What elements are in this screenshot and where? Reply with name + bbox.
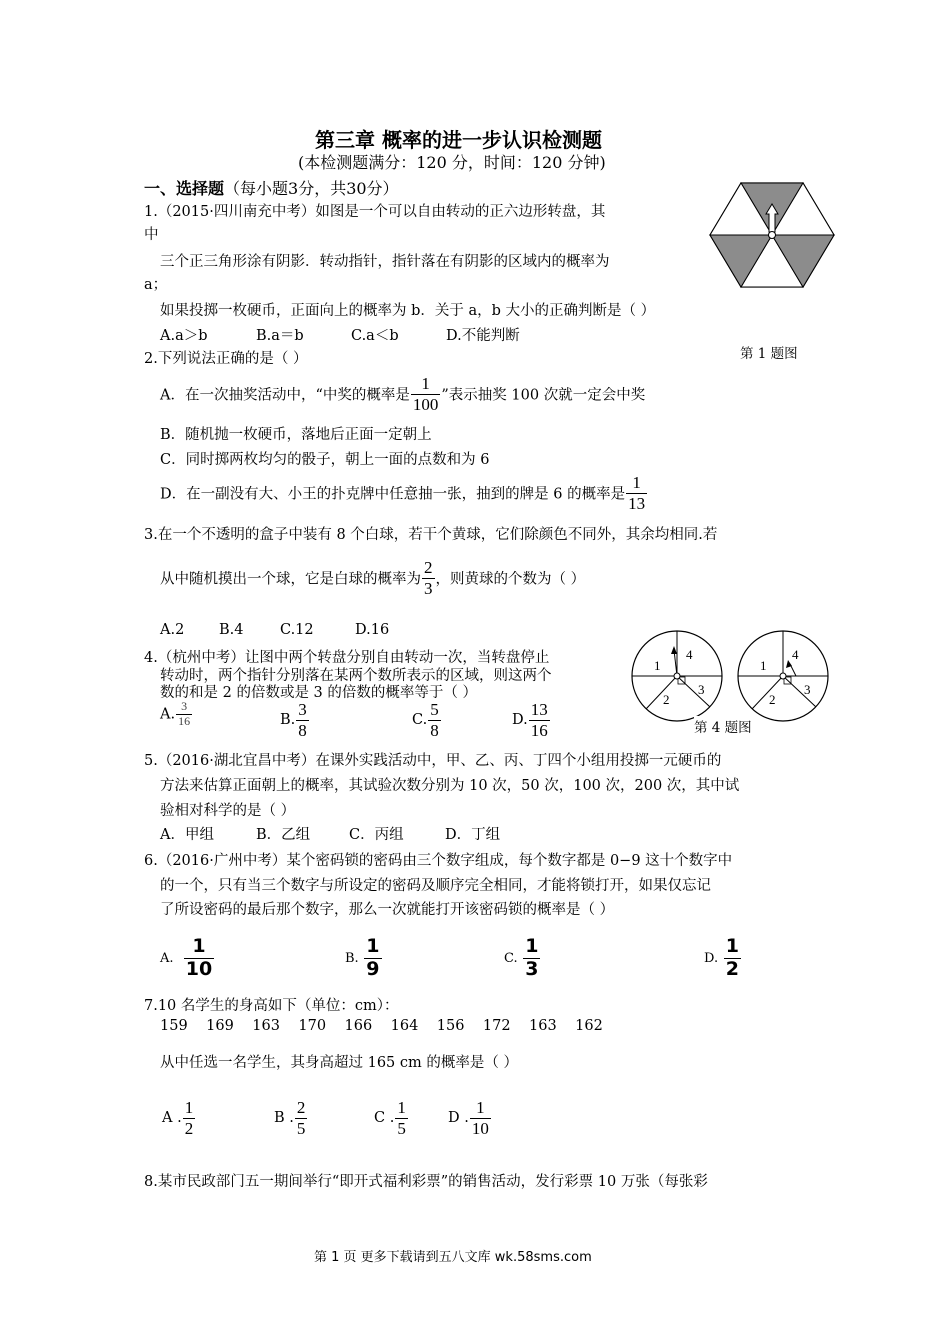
- q4-line2: 转动时，两个指针分别落在某两个数所表示的区域，则这两个: [160, 668, 552, 684]
- q6-c-den: 3: [525, 957, 539, 980]
- height-value: 169: [206, 1018, 234, 1034]
- q6-option-d: [704, 936, 742, 981]
- q7-b-label: B .: [274, 1110, 294, 1127]
- q6-d-fraction: [724, 936, 741, 981]
- q7-a-label: A .: [162, 1110, 182, 1127]
- q6-b-den: 9: [366, 957, 380, 980]
- page-subtitle: (本检测题满分：120 分，时间：120 分钟): [298, 153, 606, 172]
- q2-d-num: 1: [632, 473, 641, 492]
- q3-option-c: C.12: [280, 622, 314, 638]
- q6-line1: 6.（2016·广州中考）某个密码锁的密码由三个数字组成，每个数字都是 0−9 这十个数字中: [144, 853, 733, 869]
- height-value: 163: [529, 1018, 557, 1034]
- q5-line2: 方法来估算正面朝上的概率，其试验次数分别为 10 次，50 次，100 次，200 次，其中试: [160, 778, 740, 794]
- q3-line2-pre: 从中随机摸出一个球，它是白球的概率为: [160, 571, 421, 588]
- q4-line3: 数的和是 2 的倍数或是 3 的倍数的概率等于（ ）: [160, 685, 477, 701]
- q7-option-d: [448, 1098, 492, 1138]
- q1-line1: 1.（2015·四川南充中考）如图是一个可以自由转动的正六边形转盘，其: [144, 204, 606, 220]
- q8-line1: 8.某市民政部门五一期间举行“即开式福利彩票”的销售活动，发行彩票 10 万张（每张彩: [144, 1174, 708, 1190]
- q2-a-num: 1: [421, 374, 430, 393]
- q5-option-b: B．乙组: [256, 827, 311, 843]
- q4-line1: 4.（杭州中考）让图中两个转盘分别自由转动一次，当转盘停止: [144, 650, 550, 666]
- q7-b-fraction: [295, 1098, 308, 1138]
- q7-c-den: 5: [397, 1118, 406, 1138]
- q6-b-fraction: [364, 936, 381, 981]
- q2-option-b: B．随机抛一枚硬币，落地后正面一定朝上: [160, 427, 432, 443]
- q6-d-label: D.: [704, 950, 719, 966]
- q4-d-label: D.: [512, 712, 528, 729]
- q1-line5: 如果投掷一枚硬币，正面向上的概率为 b．关于 a，b 大小的正确判断是（ ）: [160, 303, 656, 319]
- q6-b-num: 1: [366, 935, 380, 957]
- q4-b-fraction: [296, 700, 309, 740]
- q3-line1: 3.在一个不透明的盒子中装有 8 个白球，若干个黄球，它们除颜色不同外，其余均相同.若: [144, 527, 718, 543]
- q7-d-den: 10: [471, 1118, 489, 1138]
- q3-option-d: D.16: [355, 622, 390, 638]
- q7-option-b: [274, 1098, 308, 1138]
- pivot-icon: [769, 232, 776, 239]
- height-value: 159: [160, 1018, 188, 1034]
- q4-a-num: 3: [181, 699, 188, 713]
- q1-option-b: B.a＝b: [256, 328, 304, 344]
- q6-b-label: B.: [345, 950, 359, 966]
- q3-option-b: B.4: [219, 622, 244, 638]
- q1-line2: 中: [144, 227, 159, 243]
- q6-a-label: A.: [160, 950, 174, 966]
- q2-d-den: 13: [628, 493, 646, 513]
- q4-c-fraction: [428, 700, 441, 740]
- section-note: （每小题3分，共30分）: [224, 179, 399, 198]
- q4-c-num: 5: [430, 700, 439, 719]
- q6-option-a: [160, 936, 215, 981]
- q7-d-label: D .: [448, 1110, 469, 1127]
- q4-option-a: [160, 700, 193, 729]
- page-title: 第三章 概率的进一步认识检测题: [315, 128, 602, 152]
- q6-a-num: 1: [192, 935, 206, 957]
- q4-option-c: [412, 700, 442, 740]
- q6-a-fraction: [184, 936, 214, 981]
- spinner-right-number-2: 2: [769, 692, 776, 707]
- q3-option-a: A.2: [160, 622, 185, 638]
- q2-option-a: [160, 374, 645, 414]
- page-footer: 第 1 页 更多下载请到五八文库 wk.58sms.com: [314, 1250, 592, 1265]
- q4-c-den: 8: [430, 720, 439, 740]
- q4-option-b: [280, 700, 310, 740]
- q7-d-num: 1: [476, 1098, 485, 1117]
- hexagon-spinner-figure: [706, 180, 838, 292]
- height-value: 163: [252, 1018, 280, 1034]
- spinner-right-number-3: 3: [804, 682, 811, 697]
- q2-a-den: 100: [412, 394, 439, 414]
- q5-option-c: C．丙组: [349, 827, 404, 843]
- height-value: 156: [436, 1018, 465, 1034]
- spinner-left: [632, 631, 722, 721]
- q2-option-d: [160, 473, 648, 513]
- q6-d-den: 2: [725, 957, 739, 980]
- q4-a-label: A.: [160, 706, 176, 723]
- q4-b-den: 8: [298, 720, 307, 740]
- q6-c-fraction: [523, 936, 540, 981]
- q6-option-c: [504, 936, 541, 981]
- q7-a-fraction: [183, 1098, 196, 1138]
- q7-c-num: 1: [397, 1098, 406, 1117]
- height-value: 172: [482, 1018, 511, 1034]
- q4-b-label: B.: [280, 712, 296, 729]
- q4-figure-caption: 第 4 题图: [694, 716, 752, 736]
- height-value: 166: [344, 1018, 373, 1034]
- q6-option-b: [345, 936, 383, 981]
- section-title: 一、选择题: [144, 179, 225, 198]
- q2-a-fraction: [411, 374, 441, 414]
- q1-option-a: A.a＞b: [160, 328, 208, 344]
- q6-a-den: 10: [185, 957, 213, 980]
- q1-line4: a；: [144, 277, 168, 293]
- spinner-left-number-2: 2: [663, 692, 670, 707]
- height-value: 170: [298, 1018, 327, 1034]
- q1-figure-caption: 第 1 题图: [740, 346, 798, 362]
- q1-line3: 三个正三角形涂有阴影．转动指针，指针落在有阴影的区域内的概率为: [160, 254, 610, 270]
- q2-d-fraction: [626, 473, 647, 513]
- q4-b-num: 3: [298, 700, 307, 719]
- q5-line3: 验相对科学的是（ ）: [160, 803, 296, 819]
- q2-a-post: ”表示抽奖 100 次就一定会中奖: [441, 387, 646, 404]
- q6-c-num: 1: [525, 935, 539, 957]
- height-value: 164: [390, 1018, 419, 1034]
- height-value: 162: [575, 1018, 603, 1034]
- q7-line1: 7.10 名学生的身高如下（单位：cm）：: [144, 998, 399, 1014]
- q7-line3: 从中任选一名学生，其身高超过 165 cm 的概率是（ ）: [160, 1055, 518, 1071]
- q2-stem: 2.下列说法正确的是（ ）: [144, 351, 308, 367]
- q5-line1: 5.（2016·湖北宜昌中考）在课外实践活动中，甲、乙、丙、丁四个小组用投掷一元硬币的: [144, 753, 722, 769]
- q3-line2-post: ，则黄球的个数为（ ）: [435, 571, 586, 588]
- q7-b-den: 5: [296, 1118, 306, 1138]
- spinner-left-number-4: 4: [686, 647, 693, 662]
- spinner-right: [738, 631, 828, 721]
- q4-option-d: [512, 700, 551, 740]
- q3-frac-den: 3: [424, 578, 433, 598]
- section-heading: [144, 176, 399, 199]
- spinner-right-number-4: 4: [792, 647, 799, 662]
- q7-option-c: [374, 1098, 409, 1138]
- q4-d-fraction: [529, 700, 550, 740]
- q2-d-pre: D．在一副没有大、小王的扑克牌中任意抽一张，抽到的牌是 6 的概率是: [160, 486, 626, 503]
- q4-a-den: 16: [178, 713, 191, 728]
- q7-heights: [160, 1018, 603, 1034]
- q3-frac-num: 2: [424, 558, 433, 577]
- q7-c-label: C .: [374, 1110, 395, 1127]
- spinner-left-number-3: 3: [698, 682, 705, 697]
- q4-c-label: C.: [412, 712, 428, 729]
- q7-d-fraction: [470, 1098, 491, 1138]
- q7-a-den: 2: [184, 1118, 194, 1138]
- q6-line3: 了所设密码的最后那个数字，那么一次就能打开该密码锁的概率是（ ）: [160, 902, 615, 918]
- q7-option-a: [162, 1098, 196, 1138]
- q1-option-c: C.a＜b: [351, 328, 399, 344]
- q4-d-den: 16: [530, 720, 548, 740]
- q1-option-d: D.不能判断: [446, 328, 520, 344]
- q7-c-fraction: [395, 1098, 408, 1138]
- q2-option-c: C．同时掷两枚均匀的骰子，朝上一面的点数和为 6: [160, 452, 490, 468]
- q4-d-num: 13: [530, 700, 548, 719]
- q2-a-pre: A．在一次抽奖活动中，“中奖的概率是: [160, 387, 410, 404]
- spinner-left-number-1: 1: [654, 658, 661, 673]
- two-spinners-figure: [628, 628, 834, 728]
- q6-line2: 的一个，只有当三个数字与所设定的密码及顺序完全相同，才能将锁打开，如果仅忘记: [160, 878, 711, 894]
- q7-b-num: 2: [296, 1098, 306, 1117]
- q4-a-fraction: [176, 700, 192, 729]
- q6-c-label: C.: [504, 950, 518, 966]
- q3-fraction: [422, 558, 435, 598]
- q3-line2: [160, 558, 585, 598]
- q5-option-a: A．甲组: [160, 827, 214, 843]
- q7-a-num: 1: [184, 1098, 194, 1117]
- q5-option-d: D．丁组: [445, 827, 501, 843]
- spinner-right-number-1: 1: [760, 658, 767, 673]
- q6-d-num: 1: [725, 935, 739, 957]
